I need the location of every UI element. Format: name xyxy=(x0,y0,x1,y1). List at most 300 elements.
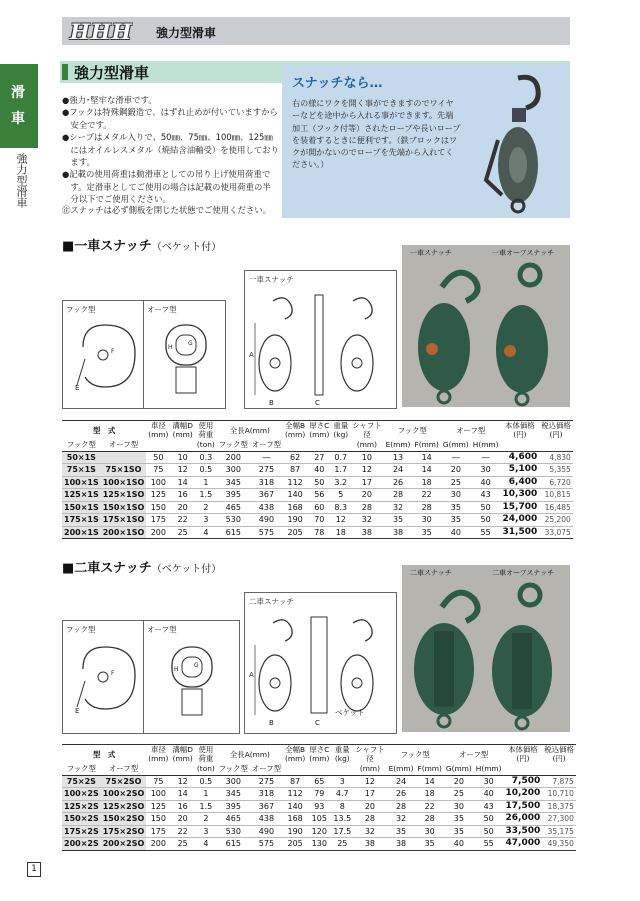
table-cell: 20 xyxy=(444,775,474,788)
table-cell: 318 xyxy=(250,476,283,489)
table-cell: 140 xyxy=(283,800,307,813)
table-cell: 24 xyxy=(387,775,416,788)
table-cell: 150 xyxy=(146,501,170,514)
table-cell: 615 xyxy=(217,838,250,851)
table-cell: 10,200 xyxy=(505,788,541,798)
table-cell: 47,000 xyxy=(505,838,541,848)
header-eye-type: オーフ型 xyxy=(101,439,147,451)
table-cell: 22 xyxy=(170,825,194,838)
table-cell: 4 xyxy=(195,838,217,851)
header-shaft: シャフト 径 xyxy=(355,745,385,763)
table-cell: 175×1SO xyxy=(102,515,145,524)
section-title: 強力型滑車 xyxy=(74,64,150,82)
single-eye-diagram xyxy=(143,300,226,409)
dim-letter-f: F xyxy=(111,348,115,355)
table-cell: 32 xyxy=(350,514,383,527)
table-row xyxy=(62,775,576,788)
dim-letter-c: C xyxy=(315,719,320,727)
header-price: 本体価格 (円) xyxy=(501,421,540,440)
table-cell: 168 xyxy=(283,501,307,514)
table-cell: 3.2 xyxy=(331,476,350,489)
table-cell: 100×1S xyxy=(64,477,99,487)
dim-letter-e: E xyxy=(75,384,80,392)
table-cell: 20 xyxy=(170,501,194,514)
snatch-heading: スナッチなら… xyxy=(292,76,383,91)
bullet-line: 分以下でご使用ください。 xyxy=(62,194,171,205)
table-cell: 175 xyxy=(146,514,170,527)
double-snatch-spec-table xyxy=(62,744,576,851)
table-cell: 25 xyxy=(170,526,194,539)
table-cell: 14 xyxy=(170,476,194,489)
table-cell xyxy=(101,451,147,464)
table-cell: 175×1S xyxy=(64,515,99,524)
header-load: 使用 荷重 xyxy=(195,745,217,764)
eye-drawing xyxy=(144,635,239,731)
table-cell: 275 xyxy=(250,775,283,788)
table-cell: 20 xyxy=(441,464,471,477)
single-snatch-spec-table xyxy=(62,420,573,539)
table-cell: 25,200 xyxy=(539,514,573,527)
bullet-line: ●記載の使用荷重は動滑車としての吊り上げ使用荷重で xyxy=(62,169,271,180)
table-cell: 49,350 xyxy=(542,838,576,851)
table-cell: 8 xyxy=(331,800,353,813)
table-cell: 100 xyxy=(146,476,170,489)
header-tax: 税込価格 (円) xyxy=(544,745,574,763)
table-cell: 50 xyxy=(307,476,331,489)
dim-letter-g: G xyxy=(194,662,199,669)
table-cell: 75 xyxy=(146,775,170,788)
table-cell: 30 xyxy=(444,800,474,813)
table-cell: 55 xyxy=(474,838,504,851)
snatch-line: 右の様にワクを開く事ができますのでワイヤ xyxy=(292,98,454,108)
single-snatch-photo xyxy=(402,245,570,407)
feature-bullets xyxy=(62,94,282,206)
table-cell: 490 xyxy=(250,514,283,527)
table-cell: 3 xyxy=(195,514,217,527)
header-tax: 税込価格 (円) xyxy=(541,421,571,439)
table-cell: 50 xyxy=(471,501,501,514)
table-cell: 28 xyxy=(412,501,440,514)
table-cell: 28 xyxy=(415,813,443,826)
table-cell: ― xyxy=(441,451,471,464)
table-cell: 530 xyxy=(217,514,250,527)
table-cell: 14 xyxy=(412,451,440,464)
table-cell: 367 xyxy=(250,800,283,813)
table-cell: 465 xyxy=(217,813,250,826)
table-cell: 125 xyxy=(146,800,170,813)
table-cell: 18 xyxy=(412,476,440,489)
header-groove: 溝幅D (mm) xyxy=(172,421,193,439)
single-snatch-diagram xyxy=(244,270,397,409)
table-cell: 35 xyxy=(384,514,413,527)
photo-label: 二車オーフスナッチ xyxy=(492,569,555,577)
table-cell: 87 xyxy=(283,775,307,788)
hook-drawing xyxy=(63,635,144,731)
table-cell: 20 xyxy=(353,800,386,813)
header-eye-type: オーフ型 xyxy=(101,763,147,775)
table-cell: 1 xyxy=(195,476,217,489)
table-cell: 200 xyxy=(217,451,250,464)
table-cell: 38 xyxy=(387,838,416,851)
header-groove: 溝幅D (mm) xyxy=(172,745,193,763)
dim-letter-h: H xyxy=(174,666,179,673)
header-shaft-unit: (mm) xyxy=(353,763,386,775)
table-row xyxy=(62,838,576,851)
table-cell: 125×2SO xyxy=(102,801,145,811)
table-row xyxy=(62,476,573,489)
table-cell: 300 xyxy=(217,464,250,477)
double-snatch-diagram xyxy=(244,592,397,734)
double-snatch-subtitle: （ベケット付） xyxy=(151,564,222,575)
table-cell: 7,875 xyxy=(542,775,576,788)
table-cell: 38 xyxy=(350,526,383,539)
header-price: 本体価格 (円) xyxy=(504,745,543,764)
table-cell: 6,720 xyxy=(539,476,573,489)
table-cell: 150×2SO xyxy=(102,814,145,823)
table-cell: 31,500 xyxy=(502,526,538,537)
table-cell: 5 xyxy=(331,489,350,502)
table-cell: 2 xyxy=(195,813,217,826)
table-cell: 17,500 xyxy=(505,800,541,811)
table-cell: 100×1SO xyxy=(102,477,145,487)
table-cell: 62 xyxy=(283,451,307,464)
double-snatch-title: ■二車スナッチ xyxy=(62,561,152,576)
table-cell: 18,375 xyxy=(542,800,576,813)
table-cell: 150×2S xyxy=(64,814,99,823)
table-cell: 318 xyxy=(250,788,283,801)
header-bar xyxy=(62,17,570,45)
table-cell: 100×2SO xyxy=(102,789,145,798)
table-cell: 16,485 xyxy=(539,501,573,514)
table-cell: 40 xyxy=(444,838,474,851)
table-row xyxy=(62,788,576,801)
table-cell: 345 xyxy=(217,476,250,489)
table-cell: 16 xyxy=(170,800,194,813)
table-cell: 395 xyxy=(217,800,250,813)
dim-letter-a: A xyxy=(249,351,254,359)
table-cell: 27,300 xyxy=(542,813,576,826)
header-type: 型 式 xyxy=(62,421,146,440)
table-cell: 25 xyxy=(444,788,474,801)
table-cell: 190 xyxy=(283,825,307,838)
header-wheel: 車径 (mm) xyxy=(148,745,169,763)
table-cell: 25 xyxy=(170,838,194,851)
side-tab xyxy=(0,64,38,148)
table-cell: 50 xyxy=(471,514,501,527)
table-cell: 35 xyxy=(444,813,474,826)
header-e: E(mm) xyxy=(385,440,411,450)
table-cell: 75×2S xyxy=(62,775,101,788)
table-cell: 575 xyxy=(250,838,283,851)
table-cell: 17 xyxy=(350,476,383,489)
snatch-line: クが開かないのでロープを先端から入れてく xyxy=(292,147,454,158)
bullet-line: ます。 xyxy=(62,157,95,168)
photo-label: 一車スナッチ xyxy=(410,249,452,257)
table-cell: 345 xyxy=(217,788,250,801)
table-cell: 35 xyxy=(412,526,440,539)
table-cell: 10,815 xyxy=(539,489,573,502)
table-cell: 3 xyxy=(331,775,353,788)
table-cell: 3 xyxy=(195,825,217,838)
table-cell: 395 xyxy=(217,489,250,502)
table-row xyxy=(62,501,573,514)
table-cell: 275 xyxy=(250,464,283,477)
table-cell: 40 xyxy=(474,788,504,801)
table-cell: 28 xyxy=(350,501,383,514)
table-cell: 4,830 xyxy=(539,451,573,464)
table-cell: 75×1S xyxy=(62,464,101,477)
brand-logo: HHH xyxy=(70,19,133,44)
bullet-line: ●フックは特殊鋼鍛造で、はずれ止めが付いていますから xyxy=(62,107,278,118)
table-row xyxy=(62,813,576,826)
table-cell: 12 xyxy=(353,775,386,788)
table-cell: 615 xyxy=(217,526,250,539)
header-wheel: 車径 (mm) xyxy=(148,421,169,439)
single-table-body xyxy=(62,451,573,539)
table-cell: 1 xyxy=(195,788,217,801)
table-cell: 1.5 xyxy=(195,489,217,502)
table-cell: 200×2S xyxy=(64,839,99,848)
table-cell: 530 xyxy=(217,825,250,838)
bullet-line: にはオイルレスメタル（焼結含油軸受）を使用しており xyxy=(62,144,279,155)
table-cell: 30 xyxy=(471,464,501,477)
side-tab-line2: 車 xyxy=(11,111,25,127)
table-cell: 27 xyxy=(307,451,331,464)
table-cell: 125×1SO xyxy=(102,490,145,499)
table-cell: 33,075 xyxy=(539,526,573,539)
becket-label: ベケット xyxy=(335,708,365,717)
bullet-line: ●強力･堅牢な滑車です。 xyxy=(62,95,157,105)
table-cell: 28 xyxy=(387,800,416,813)
table-cell: 14 xyxy=(412,464,440,477)
table-cell: 30 xyxy=(415,825,443,838)
header-load-unit: (ton) xyxy=(196,440,215,450)
dim-letter-h: H xyxy=(168,344,173,351)
dim-letter-c: C xyxy=(315,399,320,407)
table-cell: 28 xyxy=(353,813,386,826)
table-cell: ― xyxy=(471,451,501,464)
header-h: H(mm) xyxy=(475,764,502,774)
single-snatch-title: ■一車スナッチ xyxy=(62,239,152,254)
table-cell: 140 xyxy=(283,489,307,502)
table-cell: 205 xyxy=(283,838,307,851)
table-cell: 33,500 xyxy=(505,825,541,836)
header-width: 全幅B (mm) xyxy=(285,745,306,763)
double-snatch-photo xyxy=(402,565,570,732)
table-row xyxy=(62,514,573,527)
snatch-line: 加工（フック付等）されたロープや長いロープ xyxy=(292,122,461,133)
header-thick: 厚さC (mm) xyxy=(309,421,330,439)
snatch-line: を装着するときに便利です。（鉄ブロックはワ xyxy=(292,134,458,145)
table-cell: 75 xyxy=(146,464,170,477)
table-cell: 14 xyxy=(170,788,194,801)
header-hook-dims: フック型 xyxy=(387,745,444,764)
table-cell: 43 xyxy=(471,489,501,502)
table-cell: 10 xyxy=(350,451,383,464)
header-type: 型 式 xyxy=(62,745,146,764)
bullet-line: 安全です。 xyxy=(62,119,112,130)
table-cell: 2 xyxy=(195,501,217,514)
header-weight: 重量 (kg) xyxy=(333,421,349,439)
table-cell: 575 xyxy=(250,526,283,539)
table-cell: 100×2S xyxy=(64,789,99,798)
table-cell: 7,500 xyxy=(504,775,543,788)
table-cell: 12 xyxy=(331,514,350,527)
table-row xyxy=(62,451,573,464)
table-cell: 200×1SO xyxy=(102,527,145,537)
table-row xyxy=(62,800,576,813)
table-cell: 26 xyxy=(384,476,413,489)
photo-label: 二車スナッチ xyxy=(410,569,452,577)
table-cell: 465 xyxy=(217,501,250,514)
table-cell: 35 xyxy=(441,514,471,527)
header-len-eye: オーフ型 xyxy=(251,440,282,450)
table-cell: 17.5 xyxy=(333,826,352,836)
table-cell: 16 xyxy=(170,489,194,502)
table-cell: 40 xyxy=(307,464,331,477)
section-title-marker xyxy=(62,64,68,80)
table-cell: 55 xyxy=(471,526,501,539)
dim-letter-g: G xyxy=(188,340,193,347)
table-cell: 175×2SO xyxy=(102,826,145,836)
table-cell: 105 xyxy=(307,813,331,826)
single-snatch-drawing xyxy=(245,283,395,407)
table-cell: 56 xyxy=(307,489,331,502)
table-cell: 65 xyxy=(307,775,331,788)
table-cell: 17 xyxy=(353,788,386,801)
table-cell: 60 xyxy=(307,501,331,514)
table-cell: 10,300 xyxy=(502,489,538,499)
dim-letter-a: A xyxy=(249,671,254,679)
table-cell: 38 xyxy=(384,526,413,539)
table-cell: 20 xyxy=(170,813,194,826)
table-cell: 205 xyxy=(283,526,307,539)
table-cell: 120 xyxy=(307,825,331,838)
header-shaft: シャフト 径 xyxy=(352,421,382,439)
table-cell: 75×1SO xyxy=(101,464,147,477)
table-cell: 175 xyxy=(146,825,170,838)
table-cell: 26 xyxy=(387,788,416,801)
bullet-line: す。定滑車としてご使用の場合は記載の使用荷重の半 xyxy=(62,181,271,192)
table-cell: 6,400 xyxy=(501,476,540,489)
table-cell: 200 xyxy=(146,526,170,539)
table-cell: 87 xyxy=(283,464,307,477)
diagram-label: オーフ型 xyxy=(147,625,177,634)
side-tab-line1: 滑 xyxy=(11,85,25,101)
table-cell: 0.7 xyxy=(331,451,350,464)
snatch-open-block-illustration xyxy=(482,70,562,215)
header-shaft-unit: (mm) xyxy=(350,439,383,451)
diagram-label: オーフ型 xyxy=(147,305,177,314)
header-weight: 重量 (kg) xyxy=(331,745,353,764)
header-hook-type: フック型 xyxy=(62,439,101,451)
table-cell: 22 xyxy=(412,489,440,502)
table-cell: 79 xyxy=(307,788,331,801)
table-cell: 130 xyxy=(307,838,331,851)
table-cell: 50 xyxy=(474,825,504,838)
header-e: E(mm) xyxy=(388,764,414,774)
table-row xyxy=(62,489,573,502)
page-number: 1 xyxy=(27,862,41,877)
table-cell: 13.5 xyxy=(333,814,352,823)
table-cell: 24 xyxy=(384,464,413,477)
diagram-label: 一車スナッチ xyxy=(249,275,294,284)
table-cell: 35 xyxy=(444,825,474,838)
header-load-unit: (ton) xyxy=(196,764,215,774)
table-cell: 438 xyxy=(250,501,283,514)
dim-letter-b: B xyxy=(269,719,274,727)
table-cell: 4 xyxy=(195,526,217,539)
table-cell: 112 xyxy=(283,788,307,801)
table-cell: 32 xyxy=(384,501,413,514)
side-vertical-label: 強力型滑車 xyxy=(15,153,28,208)
header-f: F(mm) xyxy=(414,440,439,450)
double-hook-diagram xyxy=(62,620,145,734)
table-row xyxy=(62,464,573,477)
table-cell: 12 xyxy=(350,464,383,477)
double-table-body xyxy=(62,775,576,850)
snatch-description xyxy=(292,97,472,171)
table-cell: 367 xyxy=(250,489,283,502)
table-cell: 78 xyxy=(307,526,331,539)
photo-label: 一車オーフスナッチ xyxy=(492,249,555,257)
table-cell: 20 xyxy=(350,489,383,502)
table-cell: 10 xyxy=(170,451,194,464)
header-load: 使用 荷重 xyxy=(195,421,217,440)
header-g: G(mm) xyxy=(445,764,472,774)
table-cell: 200 xyxy=(146,838,170,851)
table-cell: 24,000 xyxy=(502,514,538,524)
table-cell: 1.5 xyxy=(195,800,217,813)
table-row xyxy=(62,825,576,838)
table-cell: 8.3 xyxy=(331,501,350,514)
double-snatch-heading xyxy=(62,557,221,576)
table-cell: 168 xyxy=(283,813,307,826)
table-cell: 490 xyxy=(250,825,283,838)
table-cell: 32 xyxy=(387,813,416,826)
dim-letter-f: F xyxy=(111,670,115,677)
table-cell: 35,175 xyxy=(542,825,576,838)
table-cell: 18 xyxy=(415,788,443,801)
snatch-line: ーなどを途中から入れる事ができます。先端 xyxy=(292,110,454,121)
table-cell: 32 xyxy=(353,825,386,838)
table-cell: 75×2SO xyxy=(101,775,147,788)
table-cell: 125 xyxy=(146,489,170,502)
table-cell: 438 xyxy=(250,813,283,826)
header-len-eye: オーフ型 xyxy=(251,764,282,774)
bullet-line: ●シーブはメタル入りで、50㎜、75㎜、100㎜、125㎜ xyxy=(62,132,273,143)
table-cell: 25 xyxy=(441,476,471,489)
header-eye-dims: オーフ型 xyxy=(444,745,504,764)
dim-letter-b: B xyxy=(269,399,274,407)
table-cell: 5,100 xyxy=(501,464,540,477)
header-hook-type: フック型 xyxy=(62,763,101,775)
table-cell: 150×1SO xyxy=(102,502,145,512)
table-cell: 40 xyxy=(471,476,501,489)
diagram-label: フック型 xyxy=(66,305,96,314)
header-f: F(mm) xyxy=(417,764,442,774)
table-cell: 100 xyxy=(146,788,170,801)
single-hook-diagram xyxy=(62,300,145,409)
header-thick: 厚さC (mm) xyxy=(309,745,330,763)
table-cell: 50 xyxy=(146,451,170,464)
table-cell: 50×1S xyxy=(62,451,101,464)
table-cell: 35 xyxy=(441,501,471,514)
table-cell: 190 xyxy=(283,514,307,527)
table-cell: 14 xyxy=(415,775,443,788)
table-cell: 1.7 xyxy=(331,464,350,477)
table-cell: 12 xyxy=(170,775,194,788)
